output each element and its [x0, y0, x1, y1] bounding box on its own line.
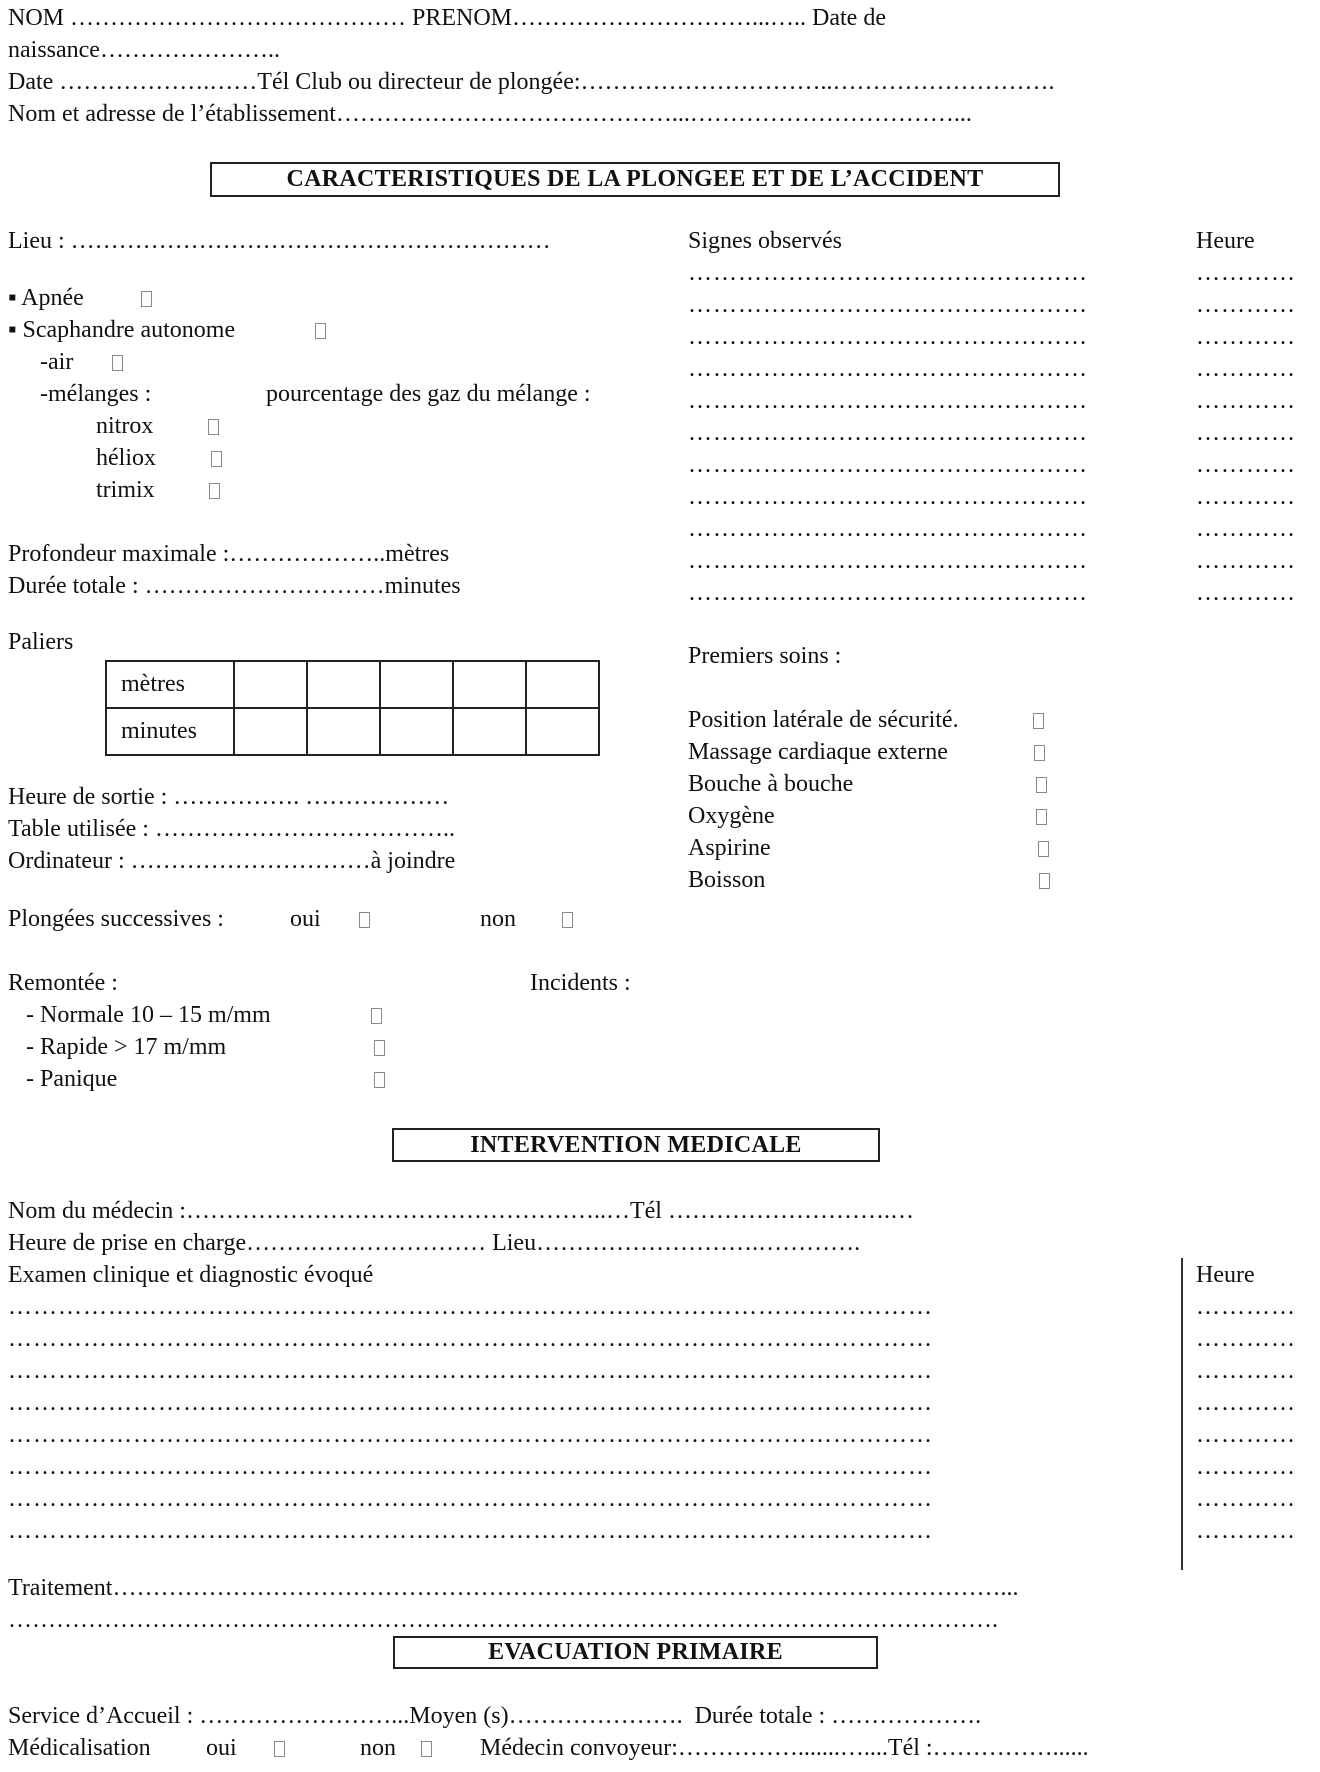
medicalisation-non-label: non [360, 1735, 396, 1761]
medicalisation-label: Médicalisation [8, 1735, 151, 1761]
soin-pls-checkbox[interactable] [1033, 713, 1044, 729]
signe-heure-line[interactable]: ………… [1196, 356, 1296, 382]
air-label: -air [40, 349, 74, 375]
examen-line[interactable]: ………………………………………………………………………………………………… [8, 1454, 933, 1480]
successives-oui-label: oui [290, 906, 321, 932]
apnee-label: ▪ Apnée [8, 285, 84, 311]
pourcentage-label: pourcentage des gaz du mélange : [266, 381, 591, 407]
soin-aspirine-label: Aspirine [688, 835, 771, 861]
date-tel-club-line[interactable]: Date ……………….……Tél Club ou directeur de plongée:…………………………..………………………. [8, 69, 1055, 95]
paliers-cell[interactable] [307, 708, 380, 755]
signe-line[interactable]: ………………………………………… [688, 420, 1088, 446]
ordinateur-field[interactable]: Ordinateur : …………………………à joindre [8, 848, 456, 874]
signe-heure-line[interactable]: ………… [1196, 292, 1296, 318]
traitement-field[interactable]: Traitement…………………………………………………………………………………………………... [8, 1575, 1019, 1601]
paliers-cell[interactable] [380, 708, 453, 755]
normale-label: - Normale 10 – 15 m/mm [26, 1002, 271, 1028]
premiers-soins-title: Premiers soins : [688, 643, 842, 669]
paliers-row-label: minutes [106, 708, 234, 755]
panique-label: - Panique [26, 1066, 118, 1092]
heure-prise-field[interactable]: Heure de prise en charge………………………… Lieu……………………….…………. [8, 1230, 861, 1256]
successives-non-label: non [480, 906, 516, 932]
signe-line[interactable]: ………………………………………… [688, 452, 1088, 478]
examen-heure-line[interactable]: ………… [1196, 1518, 1296, 1544]
signe-heure-line[interactable]: ………… [1196, 420, 1296, 446]
section-title-dive: CARACTERISTIQUES DE LA PLONGEE ET DE L’ACCIDENT [210, 162, 1060, 197]
examen-heure-line[interactable]: ………… [1196, 1454, 1296, 1480]
soin-boisson-label: Boisson [688, 867, 766, 893]
soin-oxygene-checkbox[interactable] [1036, 809, 1047, 825]
medecin-convoyeur-field[interactable]: Médecin convoyeur:…………….......…....Tél :……………...... [480, 1735, 1089, 1761]
soin-boisson-checkbox[interactable] [1039, 873, 1050, 889]
signe-line[interactable]: ………………………………………… [688, 324, 1088, 350]
medicalisation-oui-label: oui [206, 1735, 237, 1761]
signes-observes-title: Signes observés [688, 228, 842, 254]
section-title-evacuation: EVACUATION PRIMAIRE [393, 1636, 878, 1669]
examen-heure-line[interactable]: ………… [1196, 1390, 1296, 1416]
paliers-row-minutes [106, 708, 599, 755]
nom-prenom-line[interactable]: NOM …………………………………… PRENOM…………………………...….. Date de [8, 5, 886, 31]
soin-massage-checkbox[interactable] [1034, 745, 1045, 761]
signe-line[interactable]: ………………………………………… [688, 548, 1088, 574]
nitrox-checkbox[interactable] [208, 419, 219, 435]
paliers-cell[interactable] [307, 661, 380, 708]
soin-bouche-checkbox[interactable] [1036, 777, 1047, 793]
rapide-checkbox[interactable] [374, 1040, 385, 1056]
examen-line[interactable]: ………………………………………………………………………………………………… [8, 1358, 933, 1384]
signe-line[interactable]: ………………………………………… [688, 356, 1088, 382]
etablissement-line[interactable]: Nom et adresse de l’établissement……………………………………...……………………………... [8, 101, 972, 127]
signe-heure-line[interactable]: ………… [1196, 548, 1296, 574]
examen-line[interactable]: ………………………………………………………………………………………………… [8, 1518, 933, 1544]
lieu-field[interactable]: Lieu : …………………………………………………… [8, 228, 551, 254]
signe-heure-line[interactable]: ………… [1196, 324, 1296, 350]
examen-title: Examen clinique et diagnostic évoqué [8, 1262, 374, 1288]
normale-checkbox[interactable] [371, 1008, 382, 1024]
paliers-label: Paliers [8, 629, 74, 655]
soin-bouche-label: Bouche à bouche [688, 771, 854, 797]
melanges-label: -mélanges : [40, 381, 152, 407]
soin-massage-label: Massage cardiaque externe [688, 739, 948, 765]
examen-line[interactable]: ………………………………………………………………………………………………… [8, 1422, 933, 1448]
medicalisation-non-checkbox[interactable] [421, 1741, 432, 1757]
apnee-checkbox[interactable] [141, 291, 152, 307]
naissance-line[interactable]: naissance………………….. [8, 37, 280, 63]
scaphandre-label: ▪ Scaphandre autonome [8, 317, 236, 343]
examen-heure-line[interactable]: ………… [1196, 1358, 1296, 1384]
nitrox-label: nitrox [96, 413, 154, 439]
soin-pls-label: Position latérale de sécurité. [688, 707, 959, 733]
paliers-cell[interactable] [234, 708, 307, 755]
signe-heure-line[interactable]: ………… [1196, 580, 1296, 606]
signe-heure-line[interactable]: ………… [1196, 452, 1296, 478]
signe-line[interactable]: ………………………………………… [688, 260, 1088, 286]
trimix-checkbox[interactable] [209, 483, 220, 499]
paliers-row-metres [106, 661, 599, 708]
examen-heure-line[interactable]: ………… [1196, 1486, 1296, 1512]
service-accueil-line[interactable]: Service d’Accueil : ……………………...Moyen (s)…………………. Durée totale : ………………. [8, 1703, 982, 1729]
examen-heure-title: Heure [1196, 1262, 1255, 1288]
heure-sortie-field[interactable]: Heure de sortie : ……………. ……………… [8, 784, 450, 810]
panique-checkbox[interactable] [374, 1072, 385, 1088]
heliox-label: héliox [96, 445, 156, 471]
air-checkbox[interactable] [112, 355, 123, 371]
paliers-cell[interactable] [526, 661, 599, 708]
trimix-label: trimix [96, 477, 155, 503]
nom-medecin-field[interactable]: Nom du médecin :……………………………………………..…Tél ……………………….… [8, 1198, 914, 1224]
successives-oui-checkbox[interactable] [359, 912, 370, 928]
paliers-cell[interactable] [453, 708, 526, 755]
heliox-checkbox[interactable] [211, 451, 222, 467]
medicalisation-oui-checkbox[interactable] [274, 1741, 285, 1757]
column-divider [1181, 1258, 1183, 1570]
soin-aspirine-checkbox[interactable] [1038, 841, 1049, 857]
duree-field[interactable]: Durée totale : …………………………minutes [8, 573, 461, 599]
section-title-medical: INTERVENTION MEDICALE [392, 1128, 880, 1162]
paliers-row-label: mètres [106, 661, 234, 708]
paliers-table [105, 660, 600, 756]
examen-heure-line[interactable]: ………… [1196, 1326, 1296, 1352]
signe-line[interactable]: ………………………………………… [688, 580, 1088, 606]
traitement-continuation[interactable]: ……………………………………………………………………………………………………………. [8, 1607, 998, 1633]
examen-heure-line[interactable]: ………… [1196, 1294, 1296, 1320]
signe-line[interactable]: ………………………………………… [688, 516, 1088, 542]
plongees-successives-label: Plongées successives : [8, 906, 224, 932]
scaphandre-checkbox[interactable] [315, 323, 326, 339]
paliers-cell[interactable] [526, 708, 599, 755]
examen-heure-line[interactable]: ………… [1196, 1422, 1296, 1448]
rapide-label: - Rapide > 17 m/mm [26, 1034, 227, 1060]
table-utilisee-field[interactable]: Table utilisée : ……………………………….. [8, 816, 455, 842]
signes-heure-title: Heure [1196, 228, 1255, 254]
signe-heure-line[interactable]: ………… [1196, 388, 1296, 414]
soin-oxygene-label: Oxygène [688, 803, 775, 829]
successives-non-checkbox[interactable] [562, 912, 573, 928]
paliers-cell[interactable] [380, 661, 453, 708]
signe-heure-line[interactable]: ………… [1196, 484, 1296, 510]
paliers-cell[interactable] [453, 661, 526, 708]
remontee-label: Remontée : [8, 970, 118, 996]
examen-line[interactable]: ………………………………………………………………………………………………… [8, 1294, 933, 1320]
paliers-cell[interactable] [234, 661, 307, 708]
signe-line[interactable]: ………………………………………… [688, 484, 1088, 510]
signe-heure-line[interactable]: ………… [1196, 516, 1296, 542]
profondeur-field[interactable]: Profondeur maximale :………………..mètres [8, 541, 450, 567]
signe-line[interactable]: ………………………………………… [688, 292, 1088, 318]
examen-line[interactable]: ………………………………………………………………………………………………… [8, 1486, 933, 1512]
examen-line[interactable]: ………………………………………………………………………………………………… [8, 1390, 933, 1416]
signe-heure-line[interactable]: ………… [1196, 260, 1296, 286]
incidents-label: Incidents : [530, 970, 631, 996]
examen-line[interactable]: ………………………………………………………………………………………………… [8, 1326, 933, 1352]
signe-line[interactable]: ………………………………………… [688, 388, 1088, 414]
